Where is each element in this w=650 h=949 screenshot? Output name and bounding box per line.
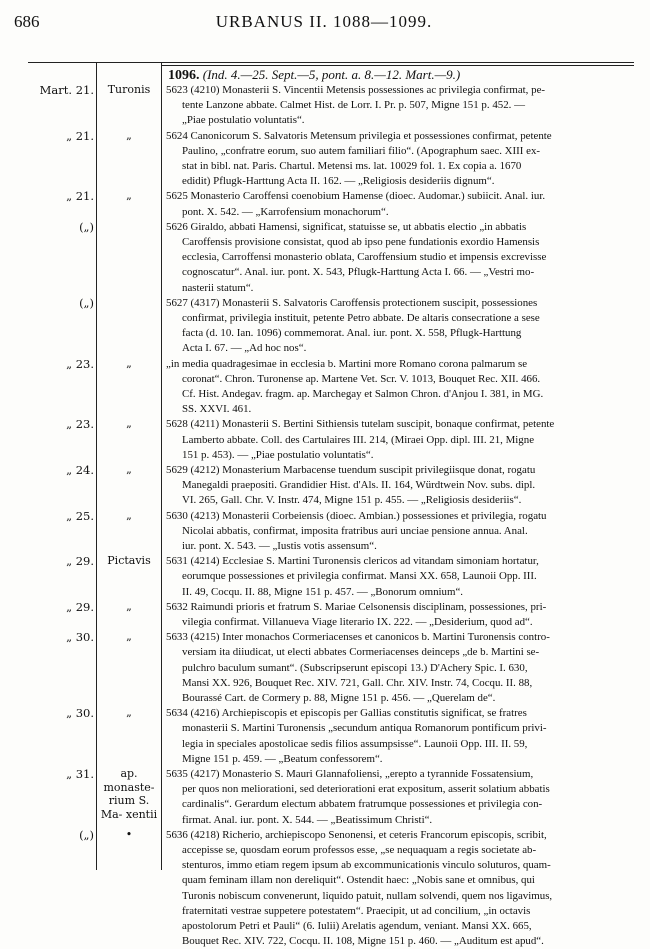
place-column-rule	[161, 62, 162, 870]
entry-date: Mart. 21.	[39, 83, 94, 97]
entry-text-line: 5636 (4218) Richerio, archiepiscopo Senonensi, et ceteris Francorum episcopis, scribit,	[166, 828, 547, 841]
entry-text-line: edidit) Pflugk-Harttung Acta II. 162. — „Religiosis desideriis dignum“.	[182, 175, 495, 188]
entry-text	[166, 509, 634, 555]
entry-text-line: confirmat, privilegia instituit, petente Petro abbate. De altaris consecratione a sese	[182, 312, 540, 324]
entry-text-line: eorumque possessiones et privilegia confirmat. Mansi XX. 658, Launoii Opp. III.	[182, 570, 537, 583]
entry-text	[166, 706, 634, 767]
entry-place: ap. monaste- rium S. Ma- xentii	[100, 767, 158, 821]
entry-place: „	[126, 508, 132, 522]
entry-text-line: 5635 (4217) Monasterio S. Mauri Glannafoliensi, „erepto a tyrannide Fossatensium,	[166, 768, 534, 780]
entry-text-line: Cf. Hist. Andegav. fragm. ap. Marchegay et Salmon Chron. d'Anjou I. 381, in MG.	[182, 388, 544, 400]
entry-text-line: II. 49, Cocqu. II. 88, Migne 151 p. 457. — „Bonorum omnium“.	[182, 585, 464, 598]
entry-text-line: VI. 265, Gall. Chr. V. Instr. 474, Migne 151 p. 455. — „Religiosis desideriis“.	[182, 494, 522, 507]
entry-text-line: Paulino, „confratre eorum, suo autem familiari filio“. (Apographum saec. XIII ex-	[182, 144, 541, 157]
entry-date: „ 29.	[66, 554, 94, 569]
entry-text-line: nasterii statum“.	[182, 281, 254, 294]
year-heading	[168, 67, 460, 84]
entry-place: „	[126, 463, 132, 476]
entry-text-line: Nicolai abbatis, confirmat, imposita fratribus auri unciae pensione annua. Anal.	[182, 524, 528, 537]
entry-text-line: facta (d. 10. Ian. 1096) commemorat. Anal. iur. pont. X. 558, Pflugk-Harttung	[182, 327, 522, 340]
entry-text-line: apostolorum Petri et Pauli“ (6. Iulii) Arelatis agendum, veniant. Mansi XX. 665,	[182, 920, 532, 933]
indiction-note: (Ind. 4.—25. Sept.—5, pont. a. 8.—12. Mart.—9.)	[202, 67, 461, 82]
entry-date: „ 24.	[66, 463, 94, 477]
entry-text-line: 5634 (4216) Archiepiscopis et episcopis per Gallias constitutis significat, se fratres	[166, 707, 527, 720]
entry-text-line: iur. pont. X. 543. — „Iustis votis assensum“.	[182, 540, 377, 552]
entry-text-line: „Piae postulatio voluntatis“.	[182, 114, 305, 127]
entry-text	[166, 296, 634, 357]
entry-text-line: 5628 (4211) Monasterii S. Bertini Sithiensis tutelam suscipit, bonaque confirmat, petente	[166, 418, 555, 431]
entry-text-line: Turonis nobiscum convenerunt, liquido patuit, nullam solvendi, quem nos ligavimus,	[182, 889, 553, 902]
entry-text	[166, 189, 634, 219]
entry-text-line: 5627 (4317) Monasterii S. Salvatoris Caroffensis protectionem suscipit, possessiones	[166, 296, 538, 309]
entry-date: („)	[79, 827, 94, 842]
entry-text-line: 5629 (4212) Monasterium Marbacense tuendum suscipit privilegiisque donat, rogatu	[166, 464, 536, 476]
entry-text-line: versiam ita diiudicat, ut electi abbates Cormeriacenses deinceps „de b. Martini se-	[182, 646, 540, 659]
entry-place: •	[125, 827, 133, 841]
entry-date: „ 21.	[66, 189, 94, 204]
entry-text-line: pulchro baculum sumant“. (Subscripserunt episcopi 13.) D'Achery Spic. I. 630,	[182, 661, 528, 674]
entry-text	[166, 600, 634, 630]
entry-text-line: 5624 Canonicorum S. Salvatoris Metensum privilegia et possessiones confirmat, petente	[166, 129, 552, 142]
entry-text	[166, 828, 634, 949]
entry-text-line: stenturos, immo etiam regem ipsum ab excommunicationis vinculo soluturos, quam-	[182, 859, 551, 872]
entry-text-line: ecclesia, Carroffensi monasterio oblata, Caroffensium studio et impensis excrevisse	[182, 251, 547, 264]
header-rule	[28, 62, 634, 63]
entry-text-line: Bourassé Cart. de Cormery p. 88, Migne 151 p. 456. — „Querelam de“.	[182, 692, 496, 704]
entry-text-line: tente Lanzone abbate. Calmet Hist. de Lorr. I. Pr. p. 507, Migne 151 p. 452. —	[182, 99, 525, 112]
entry-text-line: Mansi XX. 926, Bouquet Rec. XIV. 721, Gall. Chr. XIV. Instr. 74, Cocqu. II. 88,	[182, 676, 533, 689]
entry-text-line: firmat. Anal. iur. pont. X. 544. — „Beatissimum Christi“.	[182, 813, 433, 826]
entry-text	[166, 417, 634, 463]
entry-text-line: 5630 (4213) Monasterii Corbeiensis (dioec. Ambian.) possessiones et privilegia, rogatu	[166, 509, 547, 522]
entry-date: „ 29.	[66, 599, 94, 614]
entry-text-line: 5631 (4214) Ecclesiae S. Martini Turonensis clericos ad vitandam simoniam hortatur,	[166, 555, 539, 568]
entry-place: „	[126, 128, 132, 142]
year-number: 1096.	[168, 68, 200, 83]
entry-text-line: accepisse se, quosdam eorum professos esse, „se nequaquam a regis societate ab-	[182, 844, 537, 856]
entry-text	[166, 630, 634, 706]
entry-text-line: stat in bibl. nat. Paris. Chartul. Metensi ms. lat. 10029 fol. 1. Ex copia a. 1670	[182, 160, 522, 172]
entry-text-line: legia in speciales apostolicae sedis filios assumpsisse“. Launoii Opp. III. II. 59,	[182, 737, 528, 750]
page-number: 686	[14, 12, 40, 31]
entry-text-line: 5626 Giraldo, abbati Hamensi, significat, statuisse se, ut abbatis electio „in abbatis	[166, 220, 527, 233]
running-header	[14, 8, 634, 34]
entry-place: „	[126, 356, 132, 370]
entry-place: „	[126, 599, 132, 613]
entry-date: „ 31.	[66, 767, 94, 781]
entry-text	[166, 554, 634, 600]
entry-date: „ 23.	[66, 417, 94, 432]
entry-date: „ 23.	[66, 356, 94, 371]
entry-text-line: 151 p. 453). — „Piae postulatio voluntatis“.	[182, 448, 374, 461]
year-rule	[162, 65, 634, 66]
entry-text-line: monasterii S. Martini Turonensis „secundum antiqua Romanorum pontificum privi-	[182, 722, 547, 735]
entry-date: „ 21.	[66, 128, 94, 143]
entry-text-line: Caroffensis provisione consistat, quod ab ipso pene fundationis exordio Hamensis	[182, 236, 540, 248]
running-title: URBANUS II. 1088—1099.	[215, 12, 433, 31]
entry-text-line: coronat“. Chron. Turonense ap. Martene Vet. Scr. V. 1013, Bouquet Rec. XII. 466.	[182, 372, 541, 385]
entry-text-line: 5632 Raimundi prioris et fratrum S. Mariae Celsonensis disciplinam, possessiones, pri-	[166, 600, 547, 613]
entry-date: („)	[79, 295, 94, 310]
entry-date: „ 25.	[66, 508, 94, 523]
entry-text	[166, 767, 634, 828]
entry-text-line: cardinalis“. Gerardum electum abbatem fratrumque possessiones et privilegia con-	[182, 798, 543, 811]
entry-text-line: Acta I. 67. — „Ad hoc nos“.	[182, 342, 307, 355]
entry-place: „	[126, 417, 132, 431]
entry-text-line: Bouquet Rec. XIV. 722, Cocqu. II. 108, Migne 151 p. 460. — „Auditum est apud“.	[182, 935, 544, 948]
entry-text-line: 5633 (4215) Inter monachos Cormeriacenses et canonicos b. Martini Turonensis contro-	[166, 631, 550, 644]
entry-text	[166, 463, 634, 509]
entry-place: „	[126, 189, 132, 203]
entry-text-line: 5625 Monasterio Caroffensi coenobium Hamense (dioec. Audomar.) subiicit. Anal. iur.	[166, 190, 546, 203]
entry-place: Pictavis	[107, 554, 151, 568]
entry-text-line: pont. X. 542. — „Karrofensium monachorum“.	[182, 205, 389, 218]
entry-text-line: quam feminam illam non dereliquit“. Ostendit haec: „Nobis sane et omnibus, qui	[182, 874, 535, 887]
entry-place: „	[126, 630, 132, 644]
entry-text	[166, 357, 634, 418]
entry-text	[166, 129, 634, 190]
entry-text-line: SS. XXVI. 461.	[182, 403, 252, 416]
entry-text	[166, 220, 634, 296]
entry-text-line: Lamberto abbate. Coll. des Cartulaires III. 214, (Miraei Opp. dipl. III. 21, Migne	[182, 433, 535, 446]
entry-text	[166, 83, 634, 129]
entry-date: „ 30.	[66, 706, 94, 721]
date-column-rule	[96, 62, 97, 870]
entry-date: „ 30.	[66, 630, 94, 645]
entry-date: („)	[79, 219, 94, 234]
entry-text-line: cognoscatur“. Anal. iur. pont. X. 543, Pflugk-Harttung Acta I. 66. — „Vestri mo-	[182, 266, 535, 279]
entry-text-line: per quos non meliorationi, sed deteriorationi erat expositum, asserit solatium abbatis	[182, 783, 550, 796]
entry-place: Turonis	[107, 83, 151, 96]
entry-text-line: vilegia confirmat. Villanueva Viage literario IX. 222. — „Desiderium, quod ad“.	[182, 616, 533, 628]
entry-text-line: Migne 151 p. 459. — „Beatum confessorem“.	[182, 752, 383, 765]
entry-text-line: 5623 (4210) Monasterii S. Vincentii Metensis possessiones ac privilegia confirmat, pe-	[166, 84, 546, 96]
entry-text-line: Manegaldi praepositi. Grandidier Hist. d'Als. II. 164, Würdtwein Nov. subs. dipl.	[182, 479, 536, 492]
entry-text-line: „in media quadragesimae in ecclesia b. Martini more Romano corona palmarum se	[166, 357, 528, 370]
entry-place: „	[126, 706, 132, 720]
entry-text-line: fraternitati vestrae suppetere potestatem“. Praecipit, ut ad concilium, „in octavis	[182, 904, 531, 917]
